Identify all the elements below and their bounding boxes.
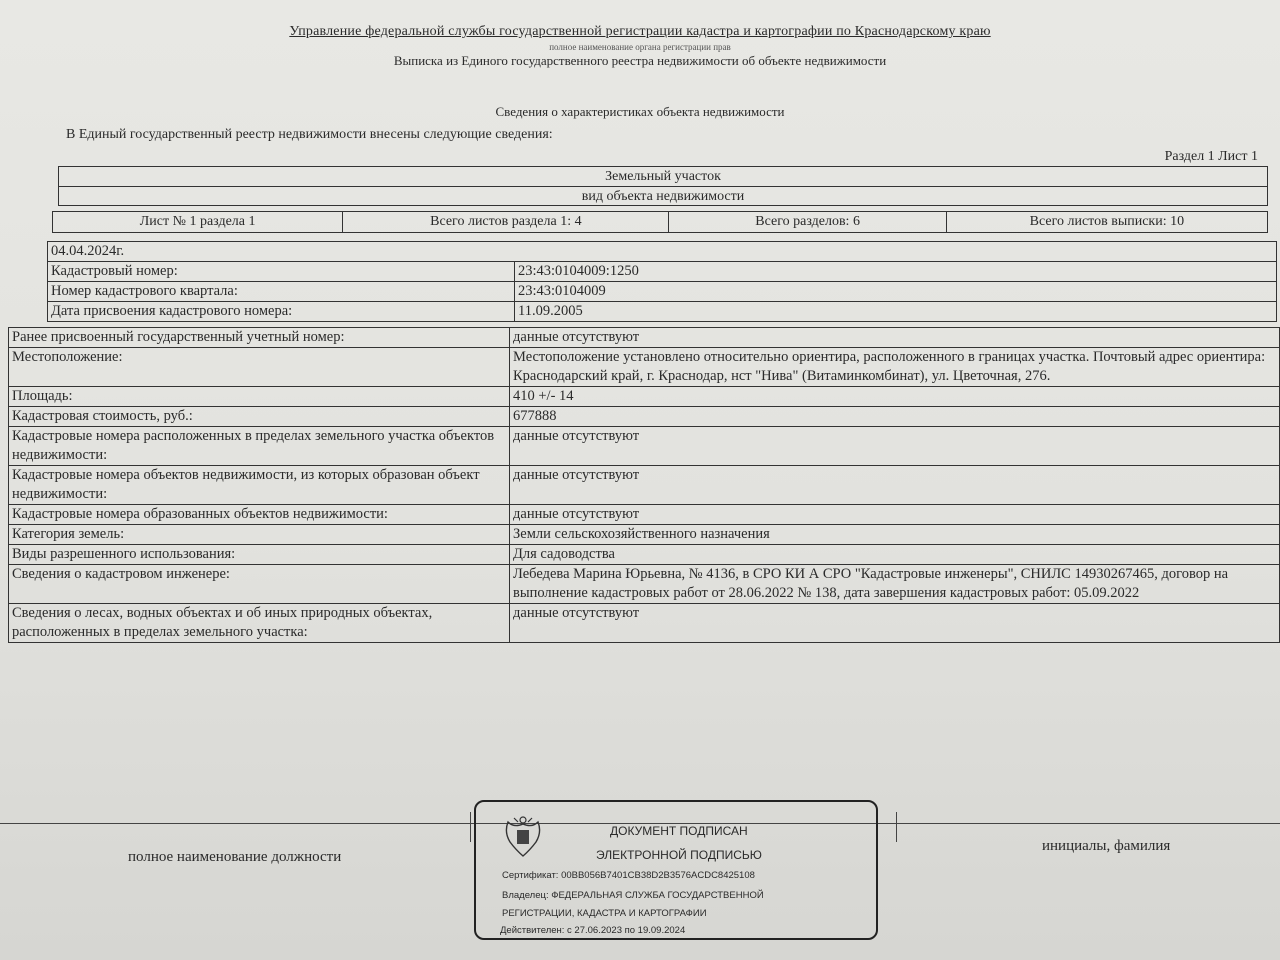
- intro-text: В Единый государственный реестр недвижимости внесены следующие сведения:: [66, 127, 553, 142]
- basic-info-table: [47, 241, 1277, 322]
- row-value: 23:43:0104009: [515, 282, 1277, 302]
- name-caption: инициалы, фамилия: [1042, 838, 1171, 854]
- authority-subcaption: полное наименование органа регистрации прав: [549, 42, 731, 52]
- row-label: Дата присвоения кадастрового номера:: [48, 302, 515, 322]
- details-table: [8, 327, 1280, 643]
- row-value: данные отсутствуют: [510, 427, 1280, 466]
- row-value: Земли сельскохозяйственного назначения: [510, 525, 1280, 545]
- table-row: [9, 565, 1280, 604]
- object-type-box: [58, 166, 1268, 206]
- row-value: 23:43:0104009:1250: [515, 262, 1277, 282]
- row-value: Местоположение установлено относительно ориентира, расположенного в границах участка. Почтовый адрес ориентира: Краснодарский край, г. Краснодар, нст "Нива" (Витаминкомбинат), ул. Цветочная, 276.: [510, 348, 1280, 387]
- row-label: Площадь:: [9, 387, 510, 407]
- certificate-owner-line2: РЕГИСТРАЦИИ, КАДАСТРА И КАРТОГРАФИИ: [502, 908, 707, 919]
- row-value: Лебедева Марина Юрьевна, № 4136, в СРО КИ А СРО "Кадастровые инженеры", СНИЛС 14930267465, договор на выполнение кадастровых работ от 28.06.2022 № 138, дата завершения кадастровых работ: 05.09.2022: [510, 565, 1280, 604]
- table-row: [9, 407, 1280, 427]
- table-row: [48, 262, 1277, 282]
- certificate-validity: Действителен: с 27.06.2023 по 19.09.2024: [500, 925, 686, 936]
- coat-of-arms-icon: [502, 812, 544, 860]
- table-row: [9, 387, 1280, 407]
- row-label: Сведения о кадастровом инженере:: [9, 565, 510, 604]
- table-row: [9, 348, 1280, 387]
- row-label: Виды разрешенного использования:: [9, 545, 510, 565]
- section-title: Сведения о характеристиках объекта недвижимости: [495, 104, 785, 119]
- position-caption: полное наименование должности: [128, 849, 342, 865]
- object-type-label: вид объекта недвижимости: [581, 189, 745, 204]
- row-label: Сведения о лесах, водных объектах и об иных природных объектах, расположенных в пределах земельного участка:: [9, 604, 510, 643]
- row-value: Для садоводства: [510, 545, 1280, 565]
- table-row: [9, 427, 1280, 466]
- total-section-sheets: Всего листов раздела 1: 4: [343, 212, 669, 232]
- authority-name: Управление федеральной службы государственной регистрации кадастра и картографии по Краснодарскому краю: [289, 24, 991, 39]
- table-row: [9, 466, 1280, 505]
- table-row: [48, 302, 1277, 322]
- total-sections: Всего разделов: 6: [669, 212, 946, 232]
- signature-divider: [896, 812, 897, 842]
- electronic-signature-stamp: [474, 800, 878, 940]
- stamp-title-line2: ЭЛЕКТРОННОЙ ПОДПИСЬЮ: [596, 848, 762, 862]
- row-label: Номер кадастрового квартала:: [48, 282, 515, 302]
- date-row: [48, 242, 1277, 262]
- row-value: 11.09.2005: [515, 302, 1277, 322]
- row-label: Категория земель:: [9, 525, 510, 545]
- row-value: данные отсутствуют: [510, 604, 1280, 643]
- row-value: данные отсутствуют: [510, 328, 1280, 348]
- row-label: Кадастровые номера образованных объектов недвижимости:: [9, 505, 510, 525]
- extract-title: Выписка из Единого государственного реестра недвижимости об объекте недвижимости: [393, 53, 887, 68]
- table-row: [9, 525, 1280, 545]
- sheets-info-row: [52, 211, 1268, 233]
- table-row: [48, 282, 1277, 302]
- table-row: [9, 328, 1280, 348]
- total-extract-sheets: Всего листов выписки: 10: [1029, 214, 1185, 229]
- row-label: Кадастровые номера расположенных в пределах земельного участка объектов недвижимости:: [9, 427, 510, 466]
- row-label: Кадастровая стоимость, руб.:: [9, 407, 510, 427]
- row-value: 677888: [510, 407, 1280, 427]
- row-label: Местоположение:: [9, 348, 510, 387]
- row-label: Кадастровый номер:: [48, 262, 515, 282]
- certificate-number: Сертификат: 00BB056B7401CB38D2B3576ACDC8425108: [502, 870, 755, 881]
- table-row: [9, 604, 1280, 643]
- stamp-title-line1: ДОКУМЕНТ ПОДПИСАН: [610, 824, 748, 838]
- row-value: данные отсутствуют: [510, 466, 1280, 505]
- row-label: Кадастровые номера объектов недвижимости, из которых образован объект недвижимости:: [9, 466, 510, 505]
- extract-date: 04.04.2024г.: [48, 242, 1277, 262]
- row-value: 410 +/- 14: [510, 387, 1280, 407]
- row-value: данные отсутствуют: [510, 505, 1280, 525]
- table-row: [9, 505, 1280, 525]
- signature-divider: [470, 812, 471, 842]
- sheet-number: Лист № 1 раздела 1: [53, 212, 343, 232]
- object-type-value: Земельный участок: [59, 167, 1267, 187]
- sheet-reference: Раздел 1 Лист 1: [1164, 149, 1258, 164]
- certificate-owner-line1: Владелец: ФЕДЕРАЛЬНАЯ СЛУЖБА ГОСУДАРСТВЕННОЙ: [502, 890, 764, 901]
- table-row: [9, 545, 1280, 565]
- row-label: Ранее присвоенный государственный учетный номер:: [9, 328, 510, 348]
